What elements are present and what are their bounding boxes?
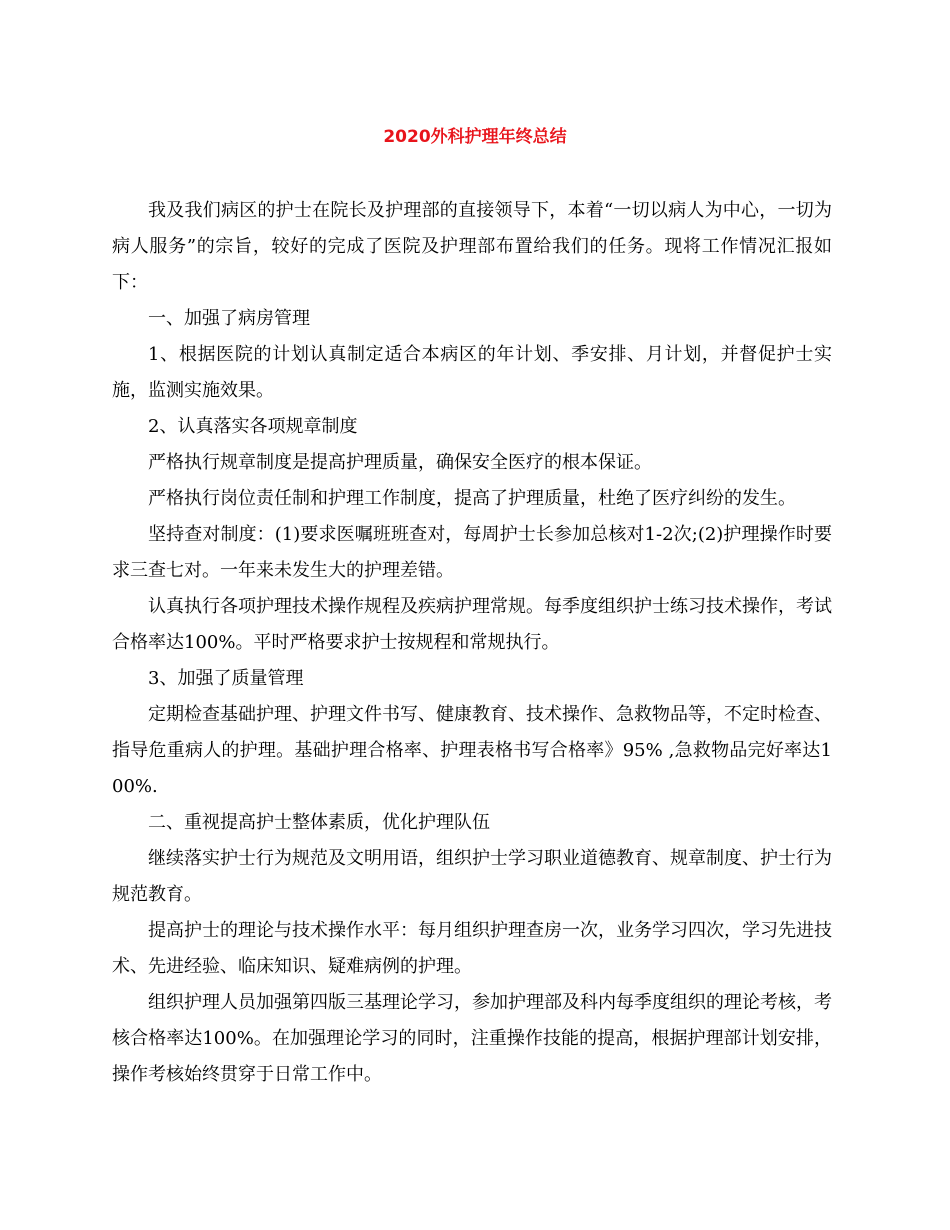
subheading-quality: 3、加强了质量管理 — [148, 668, 304, 689]
paragraph-rules-guarantee: 严格执行规章制度是提高护理质量，确保安全医疗的根本保证。 — [148, 452, 652, 473]
document-title: 2020外科护理年终总结 — [383, 127, 567, 147]
paragraph-exams: 组织护理人员加强第四版三基理论学习，参加护理部及科内每季度组织的理论考核，考核合格率达100%。在加强理论学习的同时，注重操作技能的提高，根据护理部计划安排，操作考核始终贯穿于日常工作中。 — [112, 992, 832, 1085]
section-heading-quality-staff: 二、重视提高护士整体素质，优化护理队伍 — [148, 812, 490, 833]
subheading-rules: 2、认真落实各项规章制度 — [148, 416, 358, 437]
paragraph-inspection: 定期检查基础护理、护理文件书写、健康教育、技术操作、急救物品等，不定时检查、指导危重病人的护理。基础护理合格率、护理表格书写合格率》95% ,急救物品完好率达100%. — [112, 704, 832, 797]
paragraph-plan: 1、根据医院的计划认真制定适合本病区的年计划、季安排、月计划，并督促护士实施，监测实施效果。 — [112, 344, 832, 401]
document-body — [112, 193, 832, 1093]
paragraph-technique: 认真执行各项护理技术操作规程及疾病护理常规。每季度组织护士练习技术操作，考试合格率达100%。平时严格要求护士按规程和常规执行。 — [112, 596, 832, 653]
paragraph-conduct: 继续落实护士行为规范及文明用语，组织护士学习职业道德教育、规章制度、护士行为规范教育。 — [112, 848, 832, 905]
paragraph-checking: 坚持查对制度：(1)要求医嘱班班查对，每周护士长参加总核对1-2次;(2)护理操作时要求三查七对。一年来未发生大的护理差错。 — [112, 524, 832, 581]
section-heading-ward-management: 一、加强了病房管理 — [148, 308, 310, 329]
paragraph-responsibility: 严格执行岗位责任制和护理工作制度，提高了护理质量，杜绝了医疗纠纷的发生。 — [148, 488, 796, 509]
paragraph-intro: 我及我们病区的护士在院长及护理部的直接领导下，本着“一切以病人为中心，一切为病人服务”的宗旨，较好的完成了医院及护理部布置给我们的任务。现将工作情况汇报如下： — [112, 200, 832, 293]
paragraph-theory-practice: 提高护士的理论与技术操作水平：每月组织护理查房一次，业务学习四次，学习先进技术、先进经验、临床知识、疑难病例的护理。 — [112, 920, 832, 977]
